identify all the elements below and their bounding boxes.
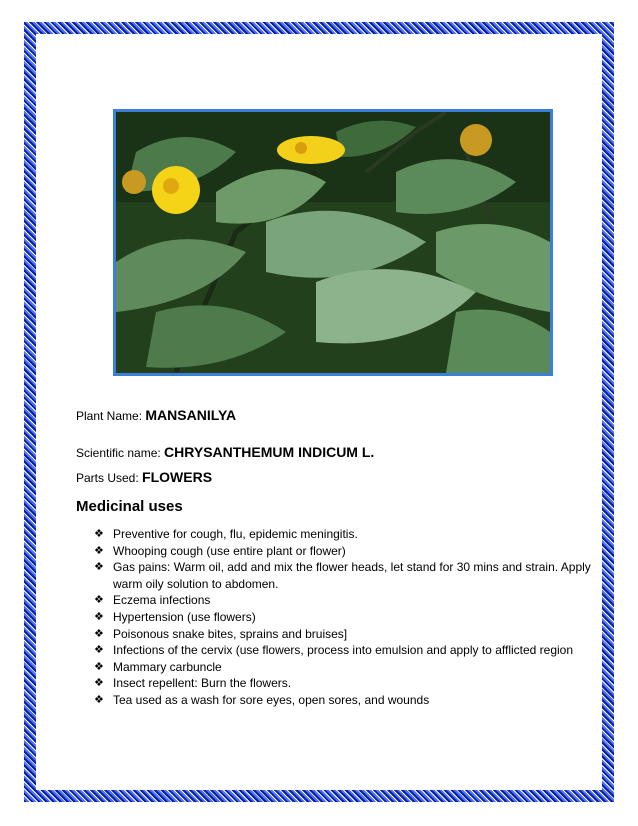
diamond-bullet-icon: ❖ <box>94 610 104 623</box>
medicinal-uses-heading: Medicinal uses <box>76 498 183 515</box>
parts-used-row <box>76 470 212 484</box>
diamond-bullet-icon: ❖ <box>94 561 104 574</box>
plant-name-label: Plant Name: <box>76 409 143 423</box>
list-item: ❖ Mammary carbuncle <box>94 659 222 674</box>
plant-photo <box>113 109 553 376</box>
list-item: ❖ Poisonous snake bites, sprains and bruises] <box>94 626 348 641</box>
plant-name-value: MANSANILYA <box>145 407 237 423</box>
scientific-name-value: CHRYSANTHEMUM INDICUM L. <box>164 444 375 460</box>
list-item: ❖ Eczema infections <box>94 593 211 608</box>
chrysanthemum-image <box>116 112 550 373</box>
diamond-bullet-icon: ❖ <box>94 627 104 640</box>
list-item: ❖ Gas pains: Warm oil, add and mix the flower heads, let stand for 30 mins and strain. Apply warm oily solution to abdomen. <box>94 560 591 591</box>
diamond-bullet-icon: ❖ <box>94 677 104 690</box>
list-item: ❖ Insect repellent: Burn the flowers. <box>94 676 292 691</box>
scientific-name-label: Scientific name: <box>76 446 161 460</box>
scientific-name-row <box>76 445 374 459</box>
diamond-bullet-icon: ❖ <box>94 544 104 557</box>
diamond-bullet-icon: ❖ <box>94 693 104 706</box>
diamond-bullet-icon: ❖ <box>94 594 104 607</box>
parts-used-label: Parts Used: <box>76 471 139 485</box>
diamond-bullet-icon: ❖ <box>94 644 104 657</box>
parts-used-value: FLOWERS <box>142 469 213 485</box>
list-item: ❖ Whooping cough (use entire plant or flower) <box>94 543 346 558</box>
medicinal-uses-list <box>94 526 604 709</box>
list-item: ❖ Hypertension (use flowers) <box>94 609 256 624</box>
diamond-bullet-icon: ❖ <box>94 528 104 540</box>
list-item: ❖ Preventive for cough, flu, epidemic meningitis. <box>94 527 358 541</box>
list-item: ❖ Tea used as a wash for sore eyes, open sores, and wounds <box>94 692 430 707</box>
list-item: ❖ Infections of the cervix (use flowers, process into emulsion and apply to afflicted region <box>94 643 574 658</box>
plant-name-row <box>76 408 236 422</box>
diamond-bullet-icon: ❖ <box>94 660 104 673</box>
